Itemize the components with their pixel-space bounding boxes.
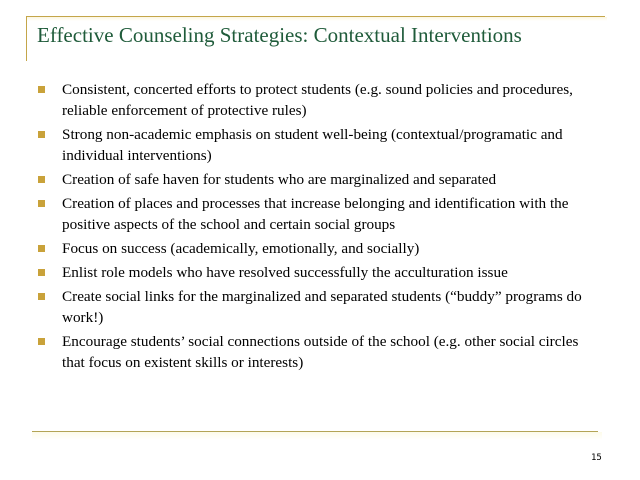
bullet-item: [38, 331, 598, 373]
footer-divider-shadow: [32, 432, 602, 440]
slide-title: Effective Counseling Strategies: Contextual Interventions: [37, 23, 522, 47]
bullet-item: [38, 79, 598, 121]
bullet-text: Focus on success (academically, emotionally, and socially): [62, 240, 420, 257]
bullet-text: Consistent, concerted efforts to protect students (e.g. sound policies and procedures, reliable enforcement of protective rules): [62, 81, 573, 119]
bullet-text: Creation of places and processes that increase belonging and identification with the positive aspects of the school and certain social groups: [62, 195, 569, 233]
bullet-text: Create social links for the marginalized and separated students (“buddy” programs do work!): [62, 288, 582, 326]
square-bullet-icon: [38, 176, 45, 183]
bullet-item: [38, 262, 598, 283]
bullet-item: [38, 286, 598, 328]
bullet-text: Strong non-academic emphasis on student well-being (contextual/programatic and individual interventions): [62, 126, 563, 164]
bullet-list: [38, 79, 598, 376]
bullet-item: [38, 193, 598, 235]
square-bullet-icon: [38, 338, 45, 345]
square-bullet-icon: [38, 200, 45, 207]
bullet-text: Enlist role models who have resolved successfully the acculturation issue: [62, 264, 508, 281]
bullet-item: [38, 124, 598, 166]
square-bullet-icon: [38, 131, 45, 138]
square-bullet-icon: [38, 245, 45, 252]
bullet-text: Creation of safe haven for students who are marginalized and separated: [62, 171, 497, 188]
square-bullet-icon: [38, 293, 45, 300]
square-bullet-icon: [38, 86, 45, 93]
square-bullet-icon: [38, 269, 45, 276]
bullet-text: Encourage students’ social connections outside of the school (e.g. other social circles that focus on existent skills or interests): [62, 333, 579, 371]
bullet-item: [38, 169, 598, 190]
page-number: 15: [591, 453, 602, 463]
bullet-item: [38, 238, 598, 259]
